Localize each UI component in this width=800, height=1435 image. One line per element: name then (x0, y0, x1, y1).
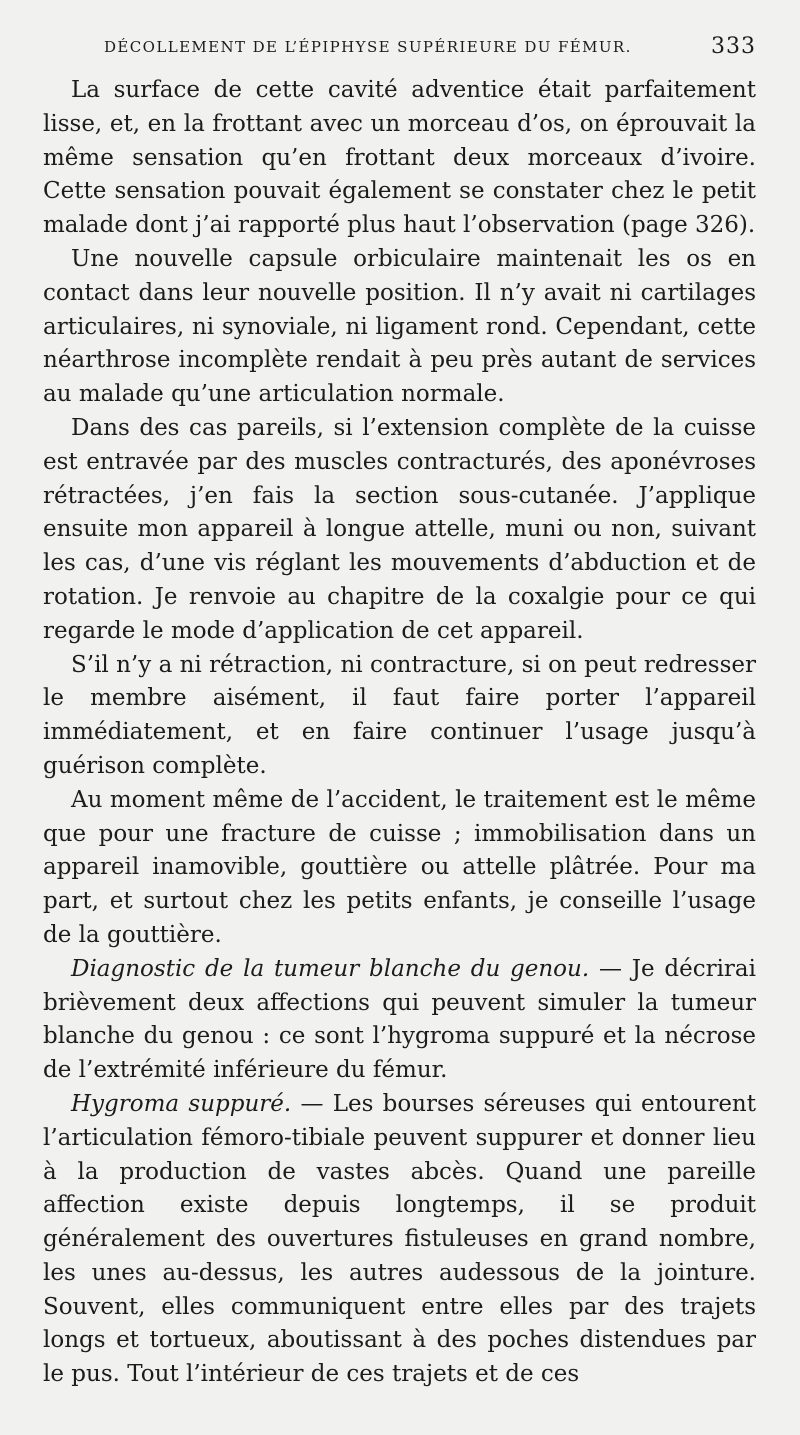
paragraph-text: — Je décrirai brièvement deux affections qui peuvent simuler la tumeur blanche du genou : ce sont l’hygroma suppuré et la nécrose de l’extrémité inférieure du fémur. (43, 955, 756, 1084)
section-heading: Diagnostic de la tumeur blanche du genou. (71, 955, 590, 982)
paragraph-text: Dans des cas pareils, si l’extension complète de la cuisse est entravée par des muscles contracturés, des aponévroses rétractées, j’en fais la section sous-cutanée. J’applique ensuite mon appareil à longue attelle, muni ou non, suivant les cas, d’une vis réglant les mouvements d’abduction et de rotation. Je renvoie au chapitre de la coxalgie pour ce qui regarde le mode d’application de cet appareil. (43, 414, 756, 644)
paragraph (43, 1088, 756, 1392)
paragraph (43, 649, 756, 784)
section-heading: Hygroma suppuré. (71, 1090, 292, 1117)
paragraph (43, 784, 756, 953)
paragraph (43, 74, 756, 243)
page-header (104, 30, 756, 66)
paragraph-text: S’il n’y a ni rétraction, ni contracture, si on peut redresser le membre aisément, il faut faire porter l’appareil immédiatement, et en faire continuer l’usage jusqu’à guérison complète. (43, 651, 756, 779)
paragraph-text: — Les bourses séreuses qui entourent l’articulation fémoro-tibiale peuvent suppurer et donner lieu à la production de vastes abcès. Quand une pareille affection existe depuis longtemps, il se produit généralement des ouvertures fistuleuses en grand nombre, les unes au-dessus, les autres audessous de la jointure. Souvent, elles communiquent entre elles par des trajets longs et tortueux, aboutissant à des poches distendues par le pus. Tout l’intérieur de ces trajets et de ces (43, 1090, 756, 1388)
paragraph-text: Au moment même de l’accident, le traitement est le même que pour une fracture de cuisse ; immobilisation dans un appareil inamovible, gouttière ou attelle plâtrée. Pour ma part, et surtout chez les petits enfants, je conseille l’usage de la gouttière. (43, 786, 756, 948)
paragraph (43, 412, 756, 649)
page-number: 333 (711, 34, 756, 59)
paragraph-text: Une nouvelle capsule orbiculaire maintenait les os en contact dans leur nouvelle position. Il n’y avait ni cartilages articulaires, ni synoviale, ni ligament rond. Cependant, cette néarthrose incomplète rendait à peu près autant de services au malade qu’une articulation normale. (43, 245, 756, 408)
paragraph-text: La surface de cette cavité adventice était parfaitement lisse, et, en la frottant avec un morceau d’os, on éprouvait la même sensation qu’en frottant deux morceaux d’ivoire. Cette sensation pouvait également se constater chez le petit malade dont j’ai rapporté plus haut l’observation (page 326). (43, 77, 756, 239)
paragraph (43, 953, 756, 1088)
body-text (43, 74, 756, 1392)
paragraph (43, 243, 756, 412)
running-head: DÉCOLLEMENT DE L’ÉPIPHYSE SUPÉRIEURE DU FÉMUR. (104, 38, 632, 56)
